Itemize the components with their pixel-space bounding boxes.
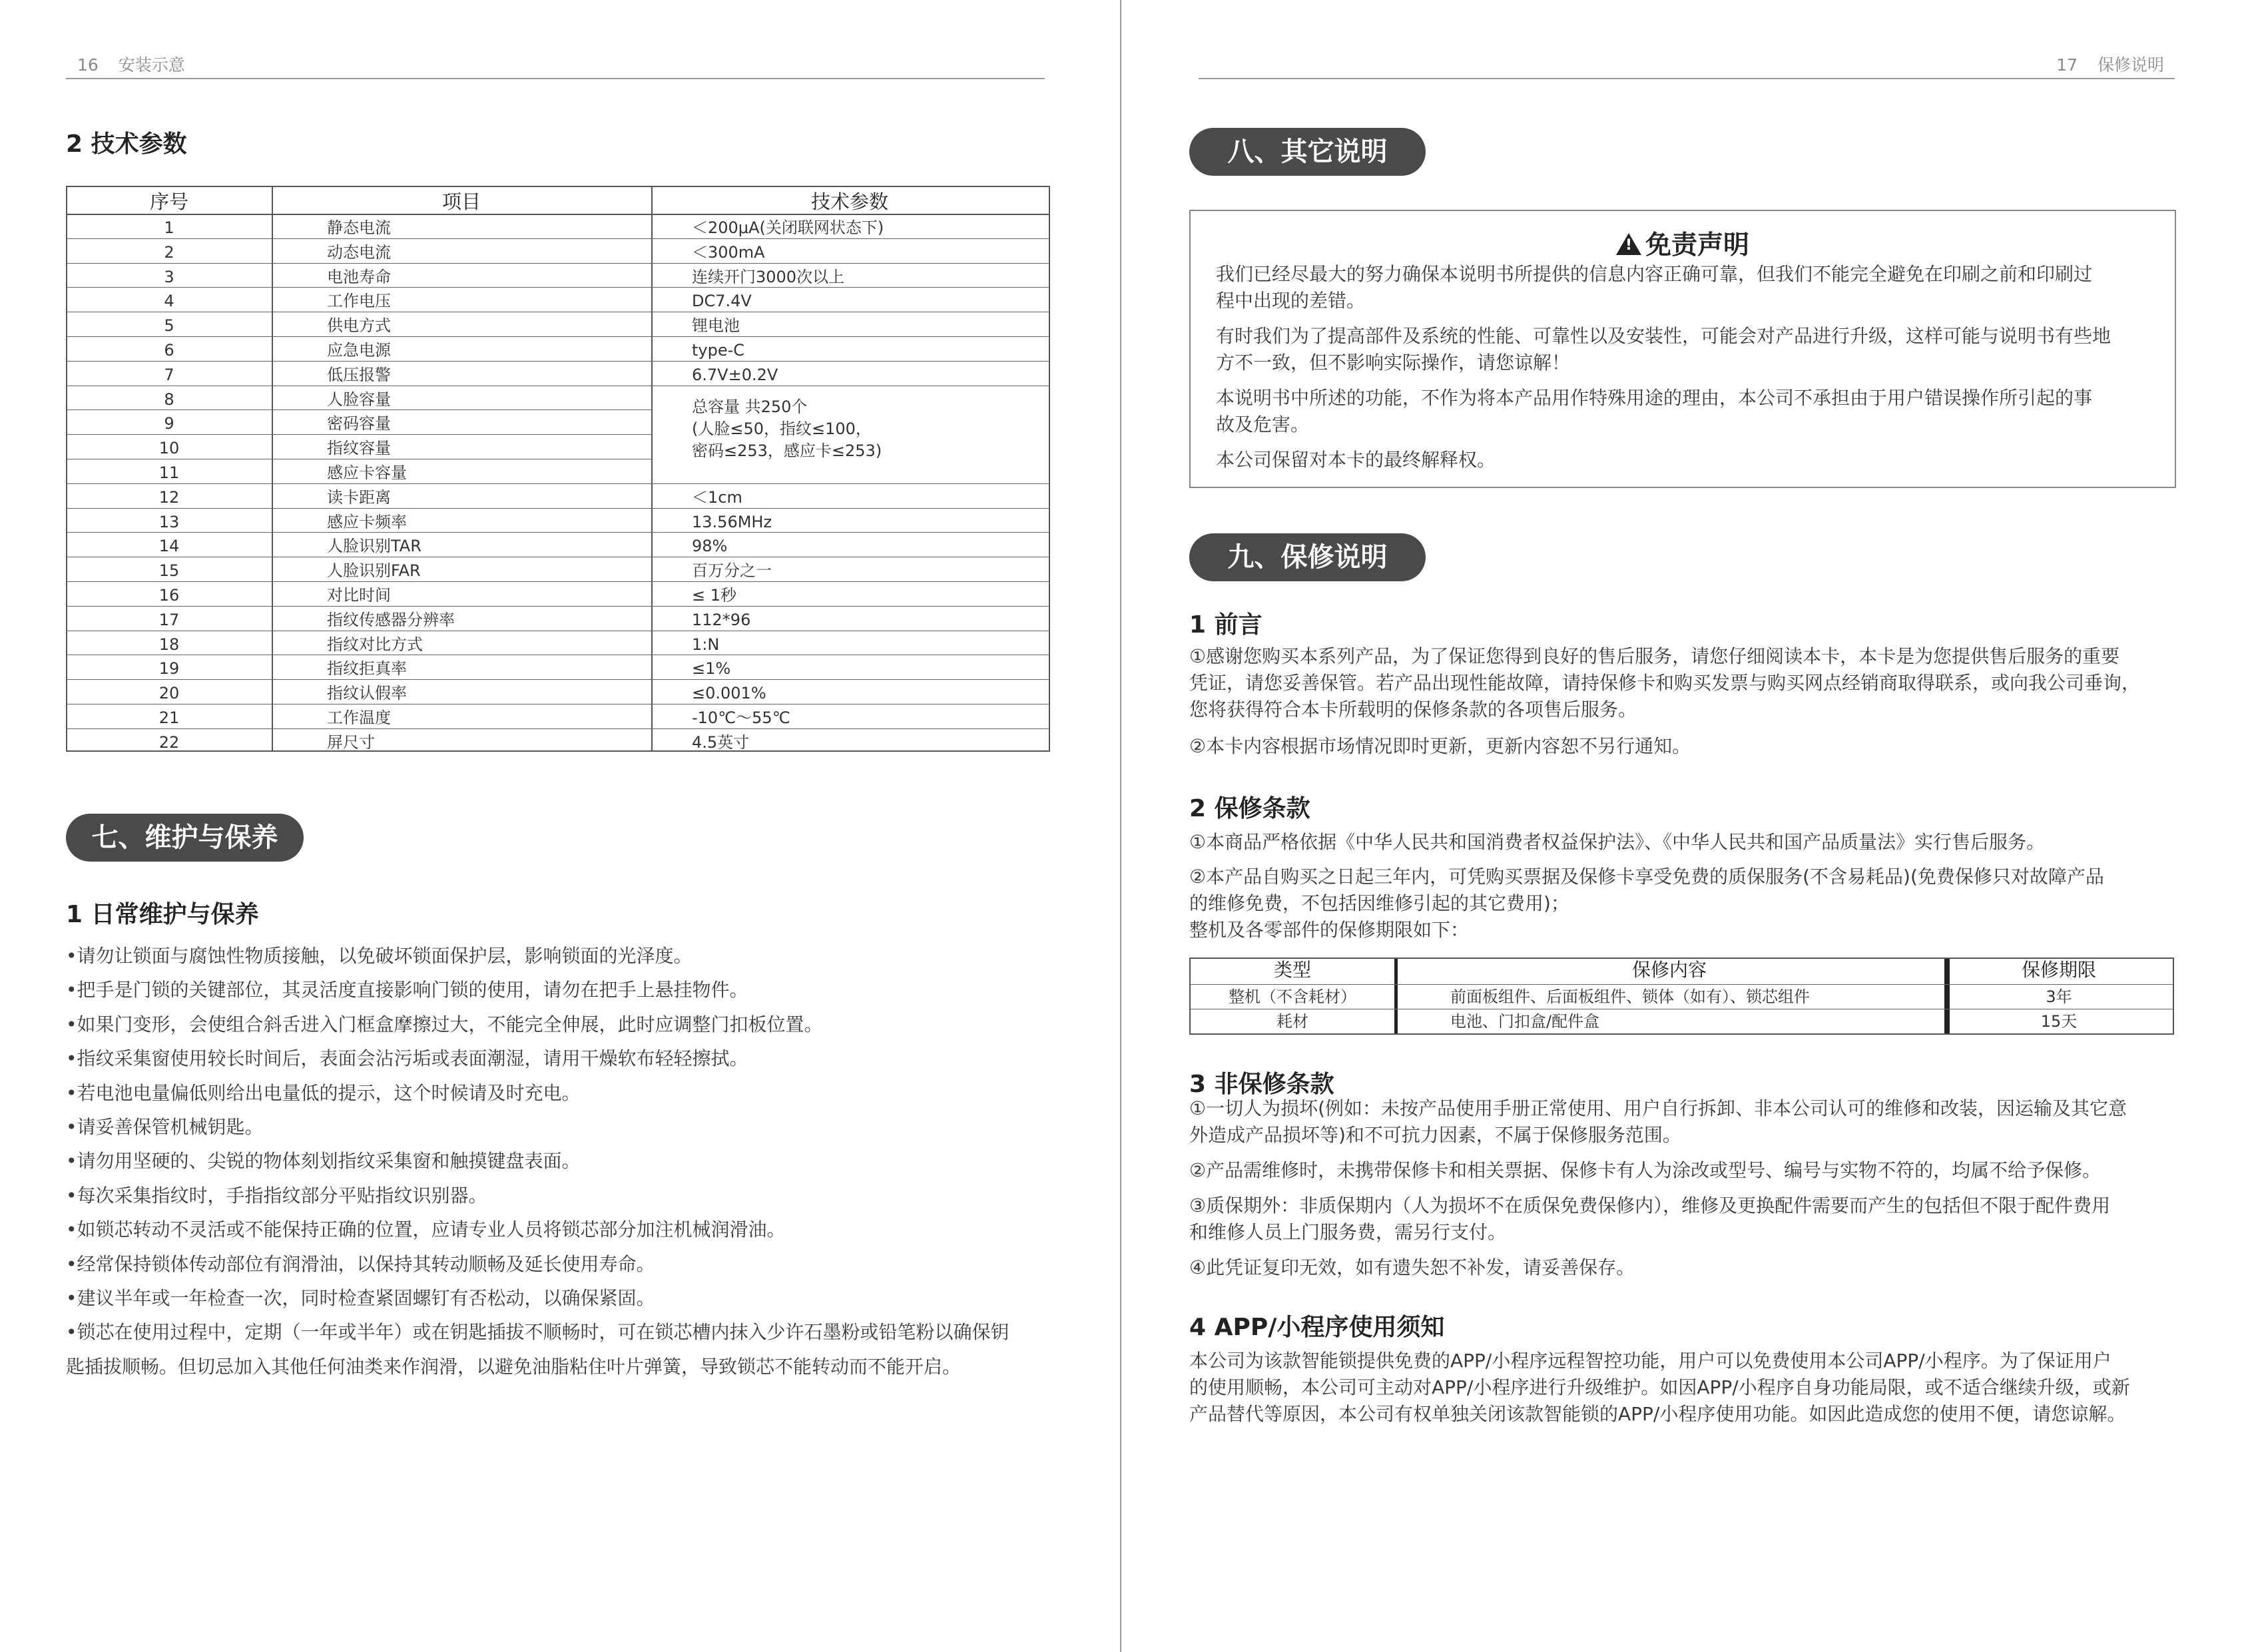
non-warranty-paragraph-line: ③质保期外：非质保期内（人为损坏不在质保免费保修内），维修及更换配件需要而产生的包括但不限于配件费用 xyxy=(1189,1195,2111,1217)
maintenance-item: •经常保持锁体传动部位有润滑油，以保持其转动顺畅及延长使用寿命。 xyxy=(66,1252,655,1275)
tech-params-heading: 2 技术参数 xyxy=(66,131,187,158)
table-row-number: 7 xyxy=(164,365,174,384)
table-row-number: 10 xyxy=(158,439,180,458)
maintenance-item: •请妥善保管机械钥匙。 xyxy=(66,1116,264,1139)
table-row-number: 6 xyxy=(164,341,174,360)
disclaimer-title xyxy=(1191,224,2175,262)
app-paragraph-line: 的使用顺畅，本公司可主动对APP/小程序进行升级维护。如因APP/小程序自身功能局限，或不适合继续升级，或新 xyxy=(1189,1376,2130,1398)
table-row-rule xyxy=(67,336,1049,337)
disclaimer-paragraph-line: 程中出现的差错。 xyxy=(1216,290,1366,312)
app-body xyxy=(1189,1348,2181,1428)
table-row-value: -10℃～55℃ xyxy=(692,708,790,727)
table-row-rule xyxy=(67,679,1049,680)
table-header-rule xyxy=(67,214,1049,215)
maintenance-item: •请勿让锁面与腐蚀性物质接触，以免破坏锁面保护层，影响锁面的光泽度。 xyxy=(66,945,693,967)
warranty-type: 耗材 xyxy=(1276,1012,1308,1031)
table-row-item: 人脸容量 xyxy=(327,390,391,409)
table-row-value: 4.5英寸 xyxy=(692,732,750,752)
warranty-table xyxy=(1189,958,2174,1035)
app-paragraph-line: 本公司为该款智能锁提供免费的APP/小程序远程智控功能，用户可以免费使用本公司APP/小程序。为了保证用户 xyxy=(1189,1350,2111,1372)
table-row-rule xyxy=(1191,984,2173,985)
table-row-rule xyxy=(67,728,1049,729)
non-warranty-paragraph xyxy=(1189,1254,2181,1281)
non-warranty-heading: 3 非保修条款 xyxy=(1189,1071,1334,1098)
table-row-item: 屏尺寸 xyxy=(327,732,375,752)
header-section: 安装示意 xyxy=(118,55,185,75)
table-row-item: 指纹传感器分辨率 xyxy=(327,610,455,629)
preface-body xyxy=(1189,643,2181,770)
table-row-number: 22 xyxy=(158,732,180,752)
preface-heading: 1 前言 xyxy=(1189,611,1262,639)
maintenance-item: 匙插拔顺畅。但切忌加入其他任何油类来作润滑，以避免油脂粘住叶片弹簧，导致锁芯不能转动而不能开启。 xyxy=(66,1355,962,1378)
table-row-number: 21 xyxy=(158,708,180,727)
disclaimer-paragraph-line: 方不一致，但不影响实际操作，请您谅解！ xyxy=(1216,352,1571,374)
table-row-rule xyxy=(67,238,1049,239)
table-row-value: ≤ 1秒 xyxy=(692,586,737,605)
disclaimer-box xyxy=(1189,210,2176,488)
preface-paragraph-line: 凭证，请您妥善保管。若产品出现性能故障，请持保修卡和购买发票与购买网点经销商取得联系，或向我公司垂询， xyxy=(1189,672,2141,694)
app-heading: 4 APP/小程序使用须知 xyxy=(1189,1314,1445,1341)
table-row-number: 3 xyxy=(164,267,174,286)
table-row-item: 人脸识别FAR xyxy=(327,561,421,581)
header-rule xyxy=(1199,78,2175,79)
table-row-number: 11 xyxy=(158,463,180,482)
table-column-divider xyxy=(1394,959,1398,1033)
non-warranty-paragraph-line: ①一切人为损坏(例如：未按产品使用手册正常使用、用户自行拆卸、非本公司认可的维修和改装，因运输及其它意 xyxy=(1189,1097,2127,1119)
table-row-value: 1:N xyxy=(692,635,720,654)
non-warranty-paragraph xyxy=(1189,1095,2181,1149)
table-row-number: 13 xyxy=(158,512,180,531)
warranty-content: 前面板组件、后面板组件、锁体（如有）、锁芯组件 xyxy=(1450,987,1810,1006)
disclaimer-paragraph xyxy=(1216,447,2161,473)
disclaimer-paragraph-line: 本公司保留对本卡的最终解释权。 xyxy=(1216,449,1496,471)
table-row-value: 6.7V±0.2V xyxy=(692,365,778,384)
table-row-number: 8 xyxy=(164,390,174,409)
warranty-terms-heading: 2 保修条款 xyxy=(1189,795,1310,822)
capacity-merged-line: (人脸≤50，指纹≤100， xyxy=(692,419,872,438)
disclaimer-title-text: 免责声明 xyxy=(1645,230,1749,260)
table-column-divider xyxy=(272,187,273,750)
table-row-item: 静态电流 xyxy=(327,218,391,237)
table-row-value: ≤1% xyxy=(692,659,731,679)
preface-paragraph xyxy=(1189,643,2181,723)
disclaimer-paragraph-line: 故及危害。 xyxy=(1216,413,1310,435)
table-row-rule xyxy=(67,361,1049,362)
disclaimer-paragraph-line: 我们已经尽最大的努力确保本说明书所提供的信息内容正确可靠，但我们不能完全避免在印刷之前和印刷过 xyxy=(1216,263,2093,285)
daily-maintenance-list xyxy=(66,939,1051,1384)
non-warranty-paragraph-line: ④此凭证复印无效，如有遗失恕不补发，请妥善保存。 xyxy=(1189,1256,1635,1278)
page-header xyxy=(2056,52,2164,76)
table-row-item: 电池寿命 xyxy=(327,267,391,286)
warranty-terms-body xyxy=(1189,829,2181,952)
maintenance-pill: 七、维护与保养 xyxy=(66,814,304,862)
terms-paragraph-line: ②本产品自购买之日起三年内，可凭购买票据及保修卡享受免费的质保服务(不含易耗品)(免费保修只对故障产品 xyxy=(1189,866,2104,888)
preface-paragraph-line: ②本卡内容根据市场情况即时更新，更新内容恕不另行通知。 xyxy=(1189,735,1691,757)
table-row-value: ≤0.001% xyxy=(692,684,766,703)
maintenance-item: •如锁芯转动不灵活或不能保持正确的位置，应请专业人员将锁芯部分加注机械润滑油。 xyxy=(66,1219,786,1241)
table-header-cell: 序号 xyxy=(149,190,189,213)
capacity-merged-line: 密码≤253，感应卡≤253) xyxy=(692,441,882,460)
disclaimer-body xyxy=(1216,261,2161,482)
table-row-item: 工作电压 xyxy=(327,292,391,311)
table-row-rule xyxy=(67,508,1049,509)
non-warranty-body xyxy=(1189,1095,2181,1290)
header-section: 保修说明 xyxy=(2097,55,2164,75)
table-row-number: 14 xyxy=(158,537,180,556)
table-row-item: 动态电流 xyxy=(327,242,391,262)
table-row-value: DC7.4V xyxy=(692,292,752,311)
non-warranty-paragraph-line: 外造成产品损坏等)和不可抗力因素，不属于保修服务范围。 xyxy=(1189,1124,1681,1146)
disclaimer-paragraph xyxy=(1216,385,2161,438)
capacity-merged-line: 总容量 共250个 xyxy=(692,397,808,416)
preface-paragraph-line: 您将获得符合本卡所载明的保修条款的各项售后服务。 xyxy=(1189,698,1637,720)
warranty-header-cell: 类型 xyxy=(1273,959,1312,981)
table-row-number: 12 xyxy=(158,487,180,507)
maintenance-item: •锁芯在使用过程中，定期（一年或半年）或在钥匙插拔不顺畅时，可在锁芯槽内抹入少许石墨粉或铅笔粉以确保钥 xyxy=(66,1321,1009,1344)
maintenance-item: •建议半年或一年检查一次，同时检查紧固螺钉有否松动，以确保紧固。 xyxy=(66,1287,655,1310)
spec-table xyxy=(66,186,1050,752)
table-row-number: 16 xyxy=(158,586,180,605)
table-row-value: ＜200μA(关闭联网状态下) xyxy=(692,218,884,237)
table-row-number: 20 xyxy=(158,684,180,703)
terms-paragraph-line: 整机及各零部件的保修期限如下： xyxy=(1189,919,1470,941)
terms-paragraph-line: 的维修免费，不包括因维修引起的其它费用)； xyxy=(1189,892,1569,914)
page-header xyxy=(77,52,185,76)
table-row-item: 指纹认假率 xyxy=(327,684,407,703)
table-row-value: 锂电池 xyxy=(692,316,740,336)
table-row-value: 百万分之一 xyxy=(692,561,772,581)
daily-maintenance-heading: 1 日常维护与保养 xyxy=(66,901,259,928)
table-row-rule xyxy=(67,287,1049,288)
table-row-item: 读卡距离 xyxy=(327,487,391,507)
maintenance-item: •请勿用坚硬的、尖锐的物体刻划指纹采集窗和触摸键盘表面。 xyxy=(66,1150,581,1173)
maintenance-item: •每次采集指纹时，手指指纹部分平贴指纹识别器。 xyxy=(66,1184,487,1207)
terms-paragraph xyxy=(1189,864,2181,944)
warranty-content: 电池、门扣盒/配件盒 xyxy=(1450,1012,1600,1031)
table-row-item: 感应卡容量 xyxy=(327,463,407,482)
app-paragraph xyxy=(1189,1348,2181,1428)
warranty-header-cell: 保修期限 xyxy=(2021,959,2097,981)
table-column-divider xyxy=(651,187,653,750)
table-row-item: 对比时间 xyxy=(327,586,391,605)
non-warranty-paragraph-line: ②产品需维修时，未携带保修卡和相关票据、保修卡有人为涂改或型号、编号与实物不符的，均属不给予保修。 xyxy=(1189,1159,2102,1181)
table-row-rule xyxy=(67,581,1049,582)
table-row-number: 17 xyxy=(158,610,180,629)
preface-paragraph xyxy=(1189,733,2181,760)
table-row-item: 指纹容量 xyxy=(327,439,391,458)
terms-paragraph xyxy=(1189,829,2181,856)
table-column-divider xyxy=(1944,959,1950,1033)
table-row-rule xyxy=(67,483,1049,484)
disclaimer-paragraph xyxy=(1216,261,2161,314)
table-row-rule xyxy=(67,532,1049,533)
table-row-item: 应急电源 xyxy=(327,341,391,360)
warranty-type: 整机（不含耗材） xyxy=(1229,987,1356,1006)
table-row-value: 连续开门3000次以上 xyxy=(692,267,845,286)
page-number: 16 xyxy=(77,55,99,75)
app-paragraph-line: 产品替代等原因，本公司有权单独关闭该款智能锁的APP/小程序使用功能。如因此造成您的使用不便，请您谅解。 xyxy=(1189,1403,2126,1425)
table-row-number: 15 xyxy=(158,561,180,581)
maintenance-item: •如果门变形，会使组合斜舌进入门框盒摩擦过大，不能完全伸展，此时应调整门扣板位置。 xyxy=(66,1013,823,1035)
table-row-item: 低压报警 xyxy=(327,365,391,384)
table-row-number: 19 xyxy=(158,659,180,679)
disclaimer-paragraph-line: 本说明书中所述的功能，不作为将本产品用作特殊用途的理由，本公司不承担由于用户错误操作所引起的事 xyxy=(1216,387,2093,409)
warranty-period: 15天 xyxy=(2040,1012,2078,1031)
warranty-period: 3年 xyxy=(2046,987,2072,1006)
table-row-item: 人脸识别TAR xyxy=(327,537,421,556)
preface-paragraph-line: ①感谢您购买本系列产品，为了保证您得到良好的售后服务，请您仔细阅读本卡，本卡是为您提供售后服务的重要 xyxy=(1189,645,2120,667)
table-row-value: 13.56MHz xyxy=(692,512,772,531)
table-row-item: 工作温度 xyxy=(327,708,391,727)
header-rule xyxy=(66,78,1045,79)
table-row-value: type-C xyxy=(692,341,745,360)
table-row-value: ＜300mA xyxy=(692,242,765,262)
table-header-cell: 项目 xyxy=(441,190,481,213)
table-row-rule xyxy=(67,606,1049,607)
warranty-pill: 九、保修说明 xyxy=(1189,533,1426,581)
maintenance-item: •指纹采集窗使用较长时间后，表面会沾污垢或表面潮湿，请用干燥软布轻轻擦拭。 xyxy=(66,1047,748,1070)
table-row-item: 感应卡频率 xyxy=(327,512,407,531)
page-number: 17 xyxy=(2056,55,2078,75)
other-notes-pill: 八、其它说明 xyxy=(1189,128,1426,176)
table-row-rule xyxy=(67,434,651,435)
non-warranty-paragraph-line: 和维修人员上门服务费，需另行支付。 xyxy=(1189,1221,1507,1243)
terms-paragraph-line: ①本商品严格依据《中华人民共和国消费者权益保护法》、《中华人民共和国产品质量法》实行售后服务。 xyxy=(1189,831,2046,853)
table-row-number: 9 xyxy=(164,414,174,433)
table-row-rule xyxy=(67,263,1049,264)
table-row-value: ＜1cm xyxy=(692,487,742,507)
disclaimer-paragraph xyxy=(1216,323,2161,376)
table-row-item: 指纹拒真率 xyxy=(327,659,407,679)
table-header-cell: 技术参数 xyxy=(810,190,889,213)
table-row-number: 4 xyxy=(164,292,174,311)
maintenance-item: •若电池电量偏低则给出电量低的提示，这个时候请及时充电。 xyxy=(66,1081,581,1104)
table-row-number: 5 xyxy=(164,316,174,336)
table-row-value: 112*96 xyxy=(692,610,751,629)
non-warranty-paragraph xyxy=(1189,1193,2181,1246)
table-row-value: 98% xyxy=(692,537,728,556)
warning-icon xyxy=(1616,233,1641,255)
table-row-number: 1 xyxy=(164,218,174,237)
table-row-item: 密码容量 xyxy=(327,414,391,433)
disclaimer-paragraph-line: 有时我们为了提高部件及系统的性能、可靠性以及安装性，可能会对产品进行升级，这样可能与说明书有些地 xyxy=(1216,325,2111,347)
warranty-header-cell: 保修内容 xyxy=(1631,959,1707,981)
maintenance-item: •把手是门锁的关键部位，其灵活度直接影响门锁的使用，请勿在把手上悬挂物件。 xyxy=(66,979,748,1001)
table-row-item: 供电方式 xyxy=(327,316,391,336)
table-row-number: 18 xyxy=(158,635,180,654)
table-row-number: 2 xyxy=(164,242,174,262)
table-row-item: 指纹对比方式 xyxy=(327,635,423,654)
non-warranty-paragraph xyxy=(1189,1157,2181,1184)
